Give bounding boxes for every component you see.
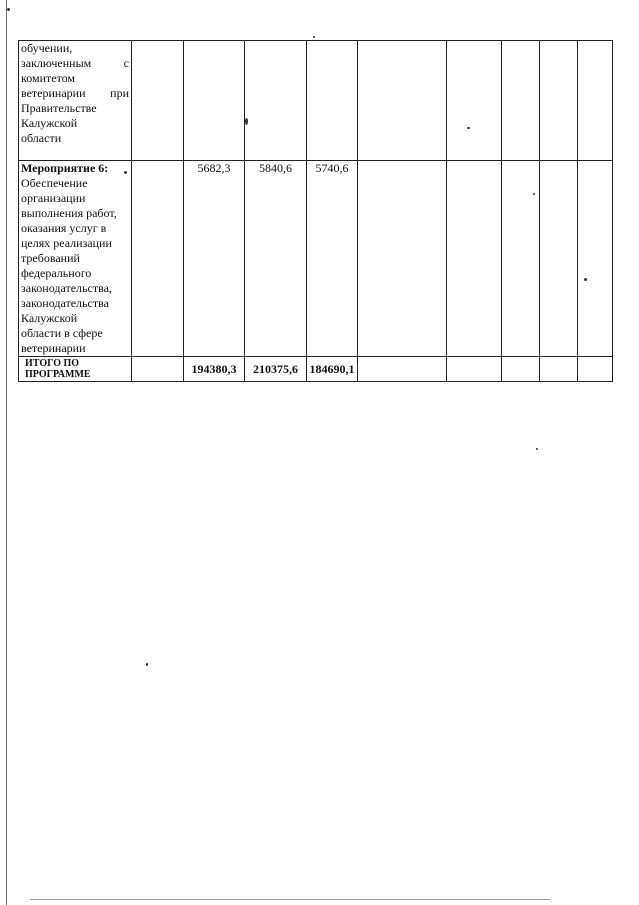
- table-cell: [578, 161, 613, 357]
- description-line: Правительстве: [21, 101, 97, 115]
- value-cell: 5682,3: [184, 161, 245, 357]
- activity-description-cell: [19, 41, 132, 161]
- description-line: ветеринарии при: [21, 86, 129, 100]
- activity-title: Мероприятие 6:: [21, 161, 109, 175]
- description-line: целях реализации: [21, 236, 112, 250]
- scan-speck: [467, 127, 470, 129]
- scan-speck: [124, 171, 127, 174]
- value-cell: 5840,6: [245, 161, 307, 357]
- table-cell: [540, 161, 578, 357]
- table-cell: [447, 161, 502, 357]
- table-cell: [540, 41, 578, 161]
- scan-speck: [536, 448, 538, 450]
- table-cell: [358, 357, 447, 382]
- scan-speck: [533, 193, 535, 195]
- table-cell: [502, 357, 540, 382]
- value-cell: 5740,6: [307, 161, 358, 357]
- description-line: комитетом: [21, 71, 76, 85]
- table-cell: [358, 161, 447, 357]
- description-line: требований: [21, 251, 80, 265]
- table-cell: [307, 41, 358, 161]
- table-cell: [447, 41, 502, 161]
- scan-speck: [584, 278, 587, 281]
- scan-speck: [7, 8, 10, 11]
- total-label-line: ИТОГО ПО: [25, 358, 80, 369]
- table-cell: [502, 41, 540, 161]
- table-cell: [132, 41, 184, 161]
- description-line: оказания услуг в: [21, 221, 107, 235]
- total-value-cell: 210375,6: [245, 357, 307, 382]
- table-cell: [447, 357, 502, 382]
- total-label-line: ПРОГРАММЕ: [25, 369, 91, 380]
- table-cell: [502, 161, 540, 357]
- scan-bottom-edge: [30, 899, 550, 900]
- table-row-total: [19, 357, 613, 382]
- description-line: Калужской: [21, 311, 78, 325]
- table-row-activity-6: [19, 161, 613, 357]
- table-cell: [578, 357, 613, 382]
- description-line: Обеспечение: [21, 176, 88, 190]
- table-cell: [578, 41, 613, 161]
- table-cell: [132, 161, 184, 357]
- description-line: федерального: [21, 266, 92, 280]
- table-cell: [540, 357, 578, 382]
- table-cell: [132, 357, 184, 382]
- description-line: заключенным с: [21, 56, 129, 70]
- description-line: области в сфере: [21, 326, 103, 340]
- scan-speck: [146, 663, 148, 666]
- description-line: законодательства: [21, 296, 109, 310]
- description-line: организации: [21, 191, 86, 205]
- table-row-continuation: [19, 41, 613, 161]
- table-cell: [245, 41, 307, 161]
- description-line: области: [21, 131, 62, 145]
- program-table: [18, 40, 613, 382]
- activity-description-cell: [19, 161, 132, 357]
- description-line: обучении,: [21, 41, 73, 55]
- scan-speck: [245, 118, 248, 125]
- description-line: законодательства,: [21, 281, 112, 295]
- scan-left-edge: [6, 0, 7, 905]
- scan-speck: [313, 36, 315, 38]
- table-cell: [184, 41, 245, 161]
- description-line: ветеринарии: [21, 341, 86, 355]
- table-cell: [358, 41, 447, 161]
- total-value-cell: 184690,1: [307, 357, 358, 382]
- total-value-cell: 194380,3: [184, 357, 245, 382]
- description-line: выполнения работ,: [21, 206, 117, 220]
- description-line: Калужской: [21, 116, 78, 130]
- total-label-cell: [19, 357, 132, 382]
